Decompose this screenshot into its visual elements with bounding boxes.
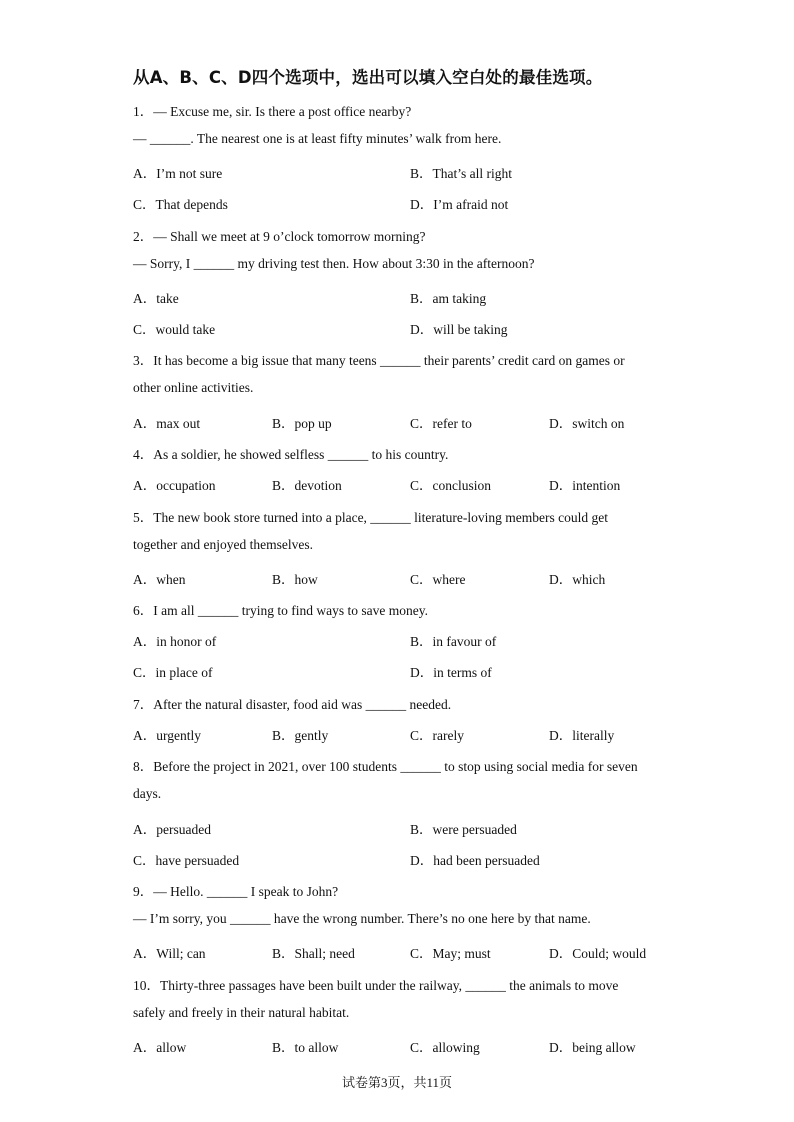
question-7-stem: 7．After the natural disaster, food aid was ______ needed. xyxy=(133,697,452,712)
question-4-option-b: B．devotion xyxy=(272,478,342,493)
question-8-stem-line2: days. xyxy=(133,786,162,801)
question-5-option-a: A．when xyxy=(133,572,186,587)
page-footer: 试卷第3页，共11页 xyxy=(341,1075,453,1090)
section-instruction: 从A、B、C、D四个选项中，选出可以填入空白处的最佳选项。 xyxy=(133,68,603,87)
question-1-option-b: B．That’s all right xyxy=(410,166,512,181)
question-9-option-d: D．Could; would xyxy=(549,946,647,961)
question-10-stem-line2: safely and freely in their natural habitat. xyxy=(133,1005,350,1020)
question-7-option-a: A．urgently xyxy=(133,728,201,743)
question-2-option-a: A．take xyxy=(133,291,179,306)
question-1-stem-line2: — ______. The nearest one is at least fifty minutes’ walk from here. xyxy=(133,131,502,146)
question-4-option-d: D．intention xyxy=(549,478,621,493)
question-1-option-d: D．I’m afraid not xyxy=(410,197,509,212)
question-9-stem-line2: — I’m sorry, you ______ have the wrong number. There’s no one here by that name. xyxy=(133,911,591,926)
question-8-option-b: B．were persuaded xyxy=(410,822,517,837)
question-1-option-c: C．That depends xyxy=(133,197,228,212)
question-8-option-d: D．had been persuaded xyxy=(410,853,540,868)
question-2-stem: 2．— Shall we meet at 9 o’clock tomorrow morning? xyxy=(133,229,426,244)
question-10-option-b: B．to allow xyxy=(272,1040,339,1055)
question-3-option-b: B．pop up xyxy=(272,416,332,431)
question-10-option-d: D．being allow xyxy=(549,1040,636,1055)
question-2-stem-line2: — Sorry, I ______ my driving test then. How about 3:30 in the afternoon? xyxy=(133,256,535,271)
question-9-stem: 9．— Hello. ______ I speak to John? xyxy=(133,884,339,899)
question-2-option-c: C．would take xyxy=(133,322,216,337)
question-4-option-c: C．conclusion xyxy=(410,478,491,493)
question-5-stem-line2: together and enjoyed themselves. xyxy=(133,537,313,552)
question-4-option-a: A．occupation xyxy=(133,478,216,493)
question-3-option-c: C．refer to xyxy=(410,416,472,431)
question-8-stem: 8．Before the project in 2021, over 100 students ______ to stop using social media for seven xyxy=(133,759,638,774)
question-10-stem: 10．Thirty-three passages have been built under the railway, ______ the animals to move xyxy=(133,978,619,993)
question-9-option-c: C．May; must xyxy=(410,946,491,961)
question-7-option-b: B．gently xyxy=(272,728,329,743)
question-6-stem: 6．I am all ______ trying to find ways to save money. xyxy=(133,603,428,618)
question-8-option-c: C．have persuaded xyxy=(133,853,240,868)
question-9-option-a: A．Will; can xyxy=(133,946,206,961)
question-5-option-b: B．how xyxy=(272,572,318,587)
question-7-option-c: C．rarely xyxy=(410,728,464,743)
question-6-option-c: C．in place of xyxy=(133,665,213,680)
question-10-option-c: C．allowing xyxy=(410,1040,480,1055)
question-1-stem: 1．— Excuse me, sir. Is there a post office nearby? xyxy=(133,104,412,119)
question-1-option-a: A．I’m not sure xyxy=(133,166,223,181)
question-3-stem-line2: other online activities. xyxy=(133,380,254,395)
question-6-option-b: B．in favour of xyxy=(410,634,497,649)
question-3-option-a: A．max out xyxy=(133,416,201,431)
question-2-option-d: D．will be taking xyxy=(410,322,508,337)
question-6-option-d: D．in terms of xyxy=(410,665,492,680)
question-8-option-a: A．persuaded xyxy=(133,822,211,837)
question-10-option-a: A．allow xyxy=(133,1040,187,1055)
question-4-stem: 4．As a soldier, he showed selfless ______ to his country. xyxy=(133,447,449,462)
question-9-option-b: B．Shall; need xyxy=(272,946,355,961)
question-5-option-c: C．where xyxy=(410,572,466,587)
question-3-option-d: D．switch on xyxy=(549,416,625,431)
question-6-option-a: A．in honor of xyxy=(133,634,217,649)
question-7-option-d: D．literally xyxy=(549,728,615,743)
question-5-option-d: D．which xyxy=(549,572,606,587)
question-2-option-b: B．am taking xyxy=(410,291,487,306)
question-3-stem: 3．It has become a big issue that many teens ______ their parents’ credit card on games or xyxy=(133,353,625,368)
question-5-stem: 5．The new book store turned into a place, ______ literature-loving members could get xyxy=(133,510,608,525)
